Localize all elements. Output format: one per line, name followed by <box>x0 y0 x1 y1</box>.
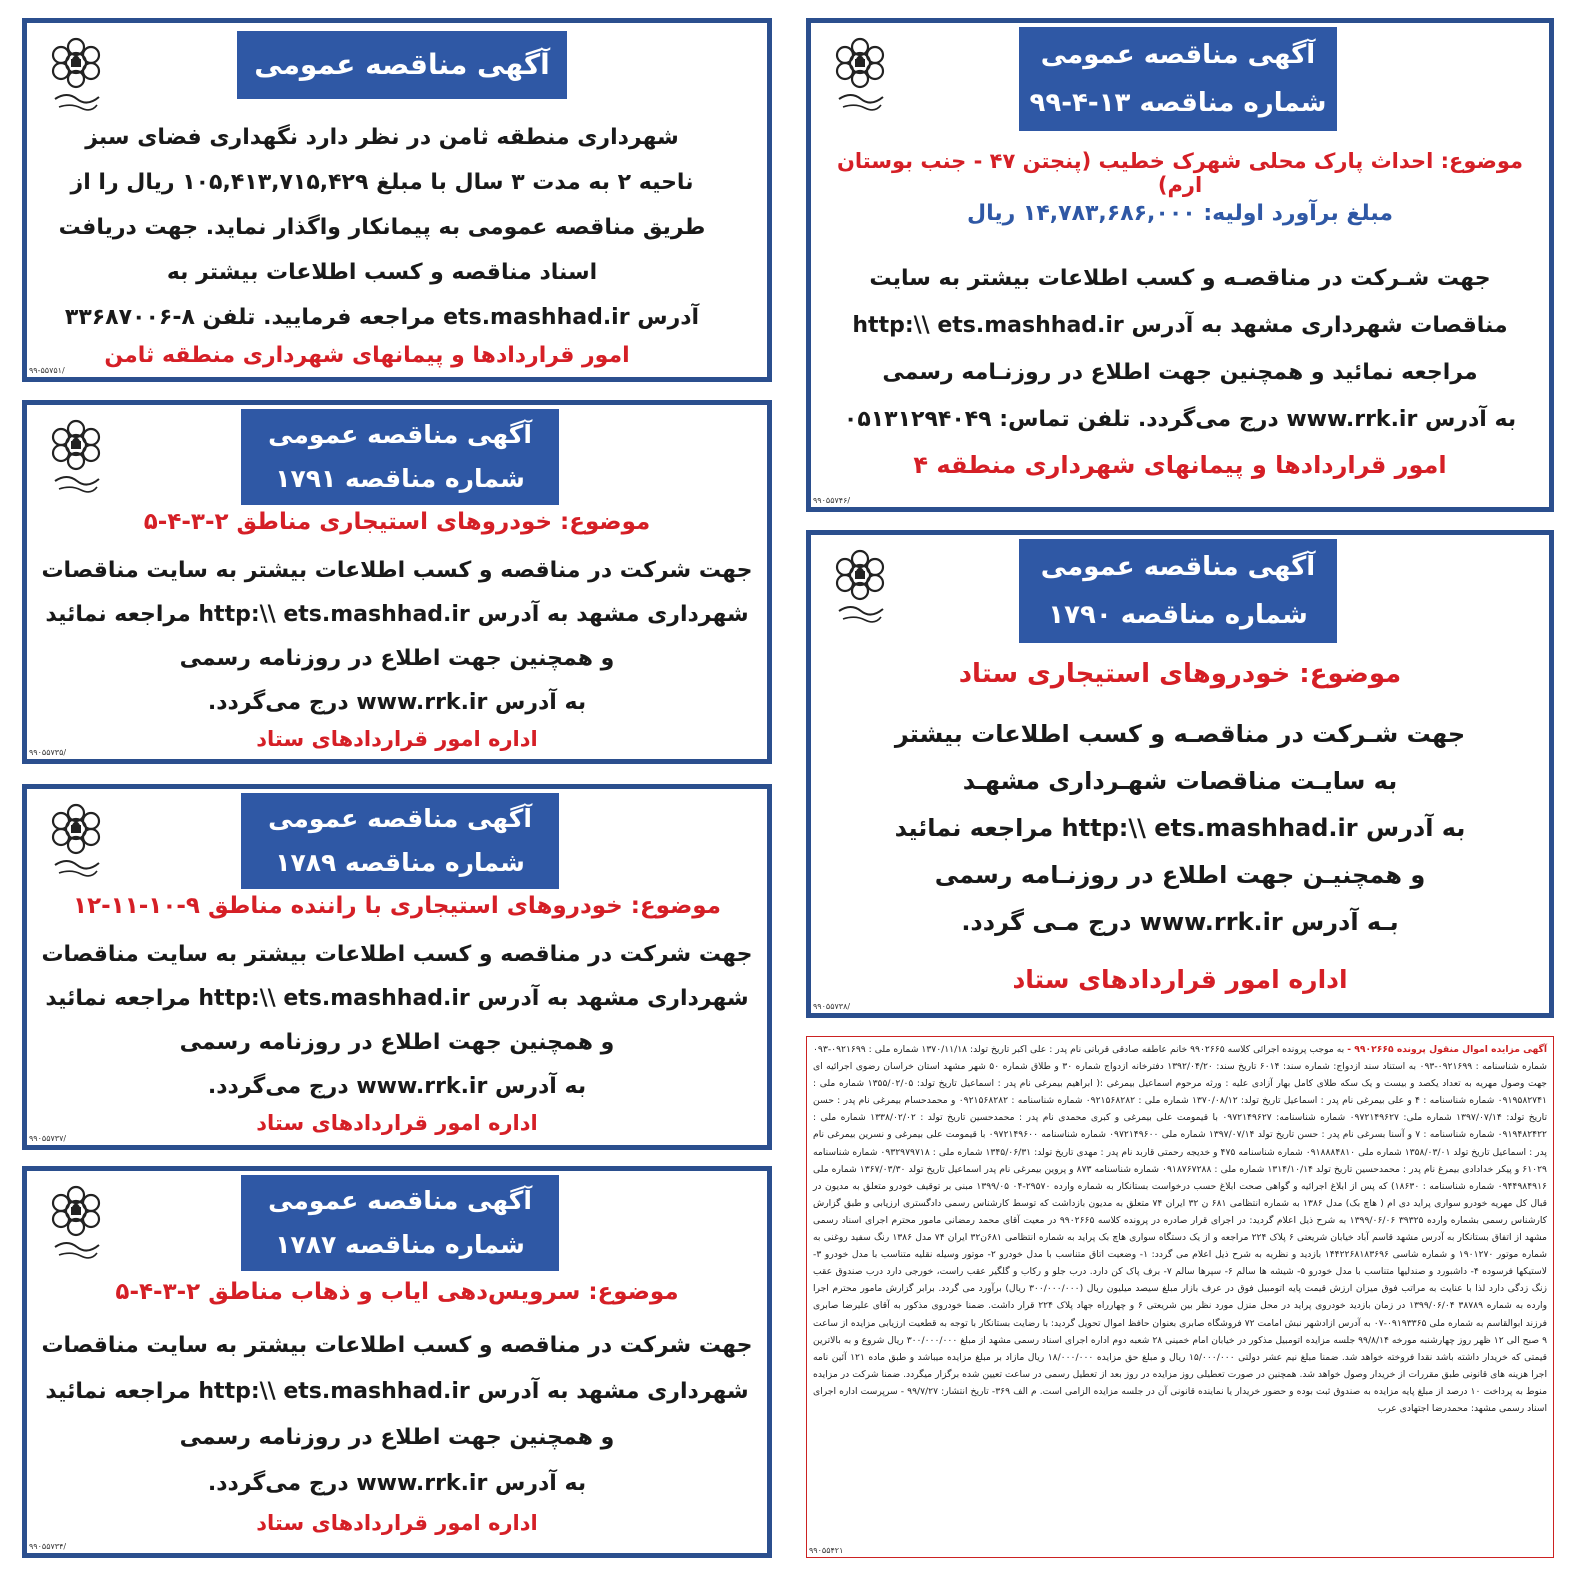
ad-subject: موضوع: خودروهای استیجاری با راننده مناطق ۹-۱۰-۱۱-۱۲ <box>73 893 721 919</box>
ad-heading: آگهی مناقصه عمومی <box>254 48 550 81</box>
ad-body <box>57 115 707 340</box>
ad-heading: آگهی مناقصه عمومی <box>268 420 532 449</box>
auction-code: ۹۹۰۵۵۴۲۱ <box>809 1546 844 1555</box>
ad-tamin <box>22 18 772 382</box>
tender-number: شماره مناقصه ۱۷۹۱ <box>275 464 525 493</box>
body-line: به آدرس www.rrk.ir درج می‌گردد. <box>207 1074 587 1099</box>
ad-subject: موضوع: خودروهای استیجاری ستاد <box>958 659 1402 689</box>
ad-1787 <box>22 1166 772 1558</box>
estimated-amount: مبلغ برآورد اولیه: ۱۴,۷۸۳,۶۸۶,۰۰۰ ریال <box>966 201 1394 226</box>
body-line: و همچنین جهت اطلاع در روزنامه رسمی <box>179 646 615 671</box>
ad-park <box>806 18 1554 512</box>
body-line: جهت شـرکت در مناقصـه و کسب اطلاعات بیشتر <box>894 720 1466 748</box>
body-line: شهرداری مشهد به آدرس http:\\ ets.mashhad.ir مراجعه نمائید <box>45 602 749 627</box>
ad-1791 <box>22 400 772 764</box>
ad-body <box>821 711 1539 946</box>
municipality-logo-icon <box>41 799 111 899</box>
ad-banner <box>237 31 567 99</box>
ad-banner <box>1019 27 1337 131</box>
body-line: به آدرس www.rrk.ir درج می‌گردد. تلفن تماس: ۰۵۱۳۱۲۹۴۰۴۹ <box>843 407 1517 432</box>
ad-1789 <box>22 784 772 1150</box>
ad-code: ۹۹-۵۵۷۵۱/ <box>29 366 65 375</box>
body-line: به آدرس www.rrk.ir درج می‌گردد. <box>207 1471 587 1496</box>
body-line: مراجعه نمائید و همچنین جهت اطلاع در روزنـامه رسمی <box>882 360 1478 385</box>
ad-footer: اداره امور قراردادهای ستاد <box>256 1511 538 1535</box>
ad-code: ۹۹۰۵۵۷۳۷/ <box>29 1134 67 1143</box>
municipality-logo-icon <box>41 415 111 515</box>
ad-banner <box>241 793 559 889</box>
body-line: شهرداری مشهد به آدرس http:\\ ets.mashhad.ir مراجعه نمائید <box>45 1379 749 1404</box>
body-line: و همچنین جهت اطلاع در روزنامه رسمی <box>179 1425 615 1450</box>
auction-body: به موجب پرونده اجرائی کلاسه ۹۹۰۲۶۶۵ خانم عاطفه صادقی قربانی نام پدر : علی اکبر تاریخ تولد: ۱۳۷۰/۱۱/۱۸ شماره ملی : ۰۹۲۱۶۹۹-۰۹۳ شماره شناسنامه : ۰۹۲۱۶۹۹-۰۹۳ به استناد سند ازدواج: شماره سند: ۶۰۱۴ تاریخ سند: ۱۳۹۲/۰۴/۲۰ دفترخانه ازدواج شماره ۳۰ و طلاق شماره ۵۰ شهر مشهد استان خراسان رضوی اجرائیه ای جهت وصول مهریه به تعداد یکصد و بیست و یک سکه طلای کامل بهار آزادی علیه : ورثه مرحوم اسماعیل بیمرغی :( ابراهیم بیمرغی نام پدر : اسماعیل تاریخ تولد: ۱۳۵۵/۰۲/۰۵ شماره ملی : ۰۹۱۹۵۸۲۷۴۱ شماره شناسنامه : ۴ و علی بیمرغی نام پدر : اسماعیل تاریخ تولد: ۱۳۷۰/۰۸/۱۲ شماره ملی : ۰۹۲۱۵۶۸۲۸۲ شماره شناسنامه : ۰۹۲۱۵۶۸۲۸۲ و محمدحسام بیمرغی نام پدر : حسن تاریخ تولد: ۱۳۹۷/۰۷/۱۴ شماره ملی: ۰۹۷۲۱۴۹۶۲۷ شماره شناسنامه: ۰۹۷۲۱۴۹۶۲۷ با قیمومت علی بیمرغی و کبری محمدی نام پدر : محمدحسین تاریخ تولد : ۱۳۳۸/۰۲/۰۲ شماره ملی : ۰۹۱۹۴۸۲۴۲۲ شماره شناسنامه : ۷ و آسنا بسرغی نام پدر : حسن تاریخ تولد ۱۳۹۷/۰۷/۱۴ شماره ملی ۰۹۷۲۱۴۹۶۰۰ شماره شناسنامه ۰۹۷۲۱۴۹۶۰۰ با قیمومت علی بیمرغی و نسرین بیمرغی نام پدر : اسماعیل تاریخ تولد ۱۳۵۸/۰۳/۰۱ شماره ملی ۰۹۱۸۸۸۴۸۱۰ شماره شناسنامه ۴۷۵ و خدیجه رحمتی قاربد نام پدر : مهدی تاریخ تولد: ۱۳۴۵/۰۶/۳۱ شماره ملی : ۰۹۳۲۹۷۹۷۱۸ شماره شناسنامه ۶۱۰۲۹ و پیکر خدادادی بیمرغ نام پدر : محمدحسین تاریخ تولد ۱۳۱۴/۱۰/۱۴ شماره ملی : ۰۹۱۸۷۶۷۲۸۸ شماره شناسنامه ۸۷۳ و پروین بیمرغی نام پدر اسماعیل تاریخ تولد ۱۳۶۷/۰۳/۳۰ شماره ملی ۰۹۴۴۹۸۴۹۱۶ شماره شناسنامه : ۱۸۶۳۰) که پس از ابلاغ اجرائیه و گواهی صحت ابلاغ حسب درخواست بستانکار به شماره وارده ۲۹۵۷۰-۰۴ ۱۳۹۹/۰۵ مبنی بر توقیف خودرو متعلق به مدیون در قبال کل مهریه خودرو سواری پراید دی ام ( هاچ بک) مدل ۱۳۸۶ به شماره انتظامی ۶۸۱ ن ۳۲ ایران ۷۴ متعلق به مدیون بازداشت که توسط کارشناس رسمی دادگستری ارزیابی و طبق گزارش کارشناس رسمی بشماره وارده ۳۹۳۲۵ ۱۳۹۹/۰۶/۰۶ به شرح ذیل اعلام گردید: در اجرای قرار صادره در پرونده کلاسه ۹۹۰۲۶۶۵ در معیت آقای محمد رمضانی مامور محترم اجرای اسناد رسمی مشهد از اتفاق بستانکار به آدرس مشهد قاسم آباد خیابان شریعتی ۶ پلاک ۲۲۴ مراجعه و از یک دستگاه سواری هاچ بک پراید به شماره انتظامی ۶۸۱ن۳۲ ایران ۷۴ مدل ۱۳۸۶ رنگ سفید روغنی به شماره موتور ۱۹۰۱۲۷۰ و شماره شاسی ۱۴۴۲۲۶۸۱۸۳۶۹۶ بازدید و نظریه به شرح ذیل اعلام می گردد: ۱- وضعیت اتاق متناسب با مدل خودرو ۲- موتور وسیله نقلیه متناسب با مدل خودرو ۳- لاستیکها فرسوده ۴- داشبورد و صندلیها متناسب با مدل خودرو ۵- شیشه ها سالم ۶- سپرها سالم ۷- برف پاک کن دارد. درب جلو و رکاب و گلگیر عقب راست، خورجی دارد درب صندوق عقب زنگ زدگی دارد لذا با عنایت به مراتب فوق میزان ارزش قیمت پایه اتومبیل فوق در عرف بازار مبلغ سیصد میلیون ریال (۳۰۰/۰۰۰/۰۰۰ ریال) برآورد می گردد. برابر گزارش مامور محترم اجرا وارده به شماره ۳۸۷۸۹ ۱۳۹۹/۰۶/۰۴ در زمان بازدید خودروی پراید در محل منزل مورد نظر بین شریعتی ۶ و چهارراه جهاد پلاک ۲۲۴ قرار داشت. ضمنا خودروی مذکور به آقای علیرضا صابری فرزند ابوالقاسم به شماره ملی ۰۹۱۹۳۳۶۵-۰۷ به آدرس ازادشهر نبش امامت ۷۲ فروشگاه صابری بعنوان حافظ اموال تحویل گردید: با رضایت بستانکار با توجه به قطعیت ارزیابی مزایده از ساعت ۹ صبح الی ۱۲ ظهر روز چهارشنبه مورخه ۹۹/۸/۱۴ جلسه مزایده اتومبیل مذکور در خیابان امام خمینی ۲۸ شعبه دوم اداره اجرای اسناد رسمی مشهد از مبلغ ۳۰۰/۰۰۰/۰۰۰ ریال شروع و به بالاترین قیمتی که خریدار داشته باشد نقدا فروخته خواهد شد. ضمنا مبلغ نیم عشر دولتی ۱۵/۰۰۰/۰۰۰ ریال و مبلغ حق مزایده ۱۸/۰۰۰/۰۰۰ ریال مازاد بر مبلغ مزایده میباشد و طبق ماده ۱۲۱ آئین نامه اجرا هزینه های قانونی طبق مقررات از خریدار وصول خواهد شد. همچنین در صورت تعطیلی روز مزایده در روز بعد از تعطیل رسمی در ساعت تعیین شده برگزار میگردد. ضمنا شرکت در مزایده منوط به پرداخت ۱۰ درصد از مبلغ پایه مزایده به صندوق ثبت بوده و حضور خریدار یا نماینده قانونی آن در جلسه مزایده الزامی است. م الف ۳۶۹- تاریخ انتشار: ۹۹/۷/۲۷ - سرپرست اداره اجرای اسناد رسمی مشهد: محمدرضا اجتهادی عرب <box>813 1044 1548 1414</box>
body-line: جهت شرکت در مناقصه و کسب اطلاعات بیشتر به سایت مناقصات <box>41 558 753 583</box>
ad-subject: موضوع: احداث پارک محلی شهرک خطیب (پنجتن ۴۷ - جنب بوستان ارم) <box>836 149 1524 197</box>
municipality-logo-icon <box>825 33 895 133</box>
body-line: مناقصات شهرداری مشهد به آدرس http:\\ ets.mashhad.ir <box>852 313 1508 338</box>
tender-number: شماره مناقصه ۱۷۹۰ <box>1048 600 1308 630</box>
ad-subject: موضوع: خودروهای استیجاری مناطق ۲-۳-۴-۵ <box>143 509 651 535</box>
ad-footer: امور قراردادها و پیمانهای شهرداری منطقه ۴ <box>913 451 1447 479</box>
body-line: به سایـت مناقصات شهـرداری مشهـد <box>962 767 1398 795</box>
ad-heading: آگهی مناقصه عمومی <box>268 804 532 833</box>
ad-body <box>821 255 1539 443</box>
ad-footer: اداره امور قراردادهای ستاد <box>256 727 538 751</box>
ad-code: ۹۹۰۵۵۷۴۶/ <box>813 496 851 505</box>
ad-code: ۹۹۰۵۵۷۳۵/ <box>29 748 67 757</box>
tender-number: شماره مناقصه ۱۳-۴-۹۹ <box>1029 88 1327 118</box>
body-line: ناحیه ۲ به مدت ۳ سال با مبلغ ۱۰۵,۴۱۳,۷۱۵,۴۲۹ ریال را از <box>70 170 694 195</box>
ad-body <box>37 1323 757 1507</box>
ad-banner <box>1019 539 1337 643</box>
body-line: شهرداری منطقه ثامن در نظر دارد نگهداری فضای سبز <box>85 125 679 150</box>
municipality-logo-icon <box>825 545 895 645</box>
ad-code: ۹۹۰۵۵۷۳۸/ <box>813 1002 851 1011</box>
ad-footer: اداره امور قراردادهای ستاد <box>1012 965 1348 994</box>
tender-number: شماره مناقصه ۱۷۸۷ <box>275 1230 525 1259</box>
auction-notice <box>806 1036 1554 1558</box>
body-line: و همچنین جهت اطلاع در روزنامه رسمی <box>179 1030 615 1055</box>
auction-title: آگهی مزایده اموال منقول پرونده ۹۹۰۲۶۶۵ - <box>1347 1044 1547 1055</box>
body-line: طریق مناقصه عمومی به پیمانکار واگذار نماید. جهت دریافت <box>58 215 706 240</box>
body-line: آدرس ets.mashhad.ir مراجعه فرمایید. تلفن ۸-۳۳۶۸۷۰۰۶ <box>64 305 700 330</box>
body-line: و همچنیـن جهت اطلاع در روزنـامه رسمی <box>934 861 1426 889</box>
body-line: جهت شرکت در مناقصه و کسب اطلاعات بیشتر به سایت مناقصات <box>41 942 753 967</box>
tender-number: شماره مناقصه ۱۷۸۹ <box>275 848 525 877</box>
ad-footer: امور قراردادها و پیمانهای شهرداری منطقه ثامن <box>104 343 630 368</box>
municipality-logo-icon <box>41 1181 111 1281</box>
auction-text <box>813 1041 1547 1543</box>
body-line: به آدرس www.rrk.ir درج می‌گردد. <box>207 690 587 715</box>
ad-body <box>37 933 757 1109</box>
ad-1790 <box>806 530 1554 1018</box>
body-line: جهت شـرکت در مناقصـه و کسب اطلاعات بیشتر به سایت <box>869 266 1491 291</box>
ad-heading: آگهی مناقصه عمومی <box>268 1186 532 1215</box>
ad-subject: موضوع: سرویس‌دهی ایاب و ذهاب مناطق ۲-۳-۴-۵ <box>115 1279 679 1305</box>
ad-footer: اداره امور قراردادهای ستاد <box>256 1111 538 1135</box>
ad-body <box>37 549 757 725</box>
ad-banner <box>241 409 559 505</box>
body-line: اسناد مناقصه و کسب اطلاعات بیشتر به <box>166 260 598 285</box>
ad-code: ۹۹۰۵۵۷۳۴/ <box>29 1542 67 1551</box>
body-line: به آدرس http:\\ ets.mashhad.ir مراجعه نمائید <box>894 814 1466 842</box>
body-line: شهرداری مشهد به آدرس http:\\ ets.mashhad.ir مراجعه نمائید <box>45 986 749 1011</box>
ad-heading: آگهی مناقصه عمومی <box>1040 40 1316 70</box>
ad-banner <box>241 1175 559 1271</box>
body-line: بـه آدرس www.rrk.ir درج مـی گردد. <box>961 908 1399 936</box>
ad-heading: آگهی مناقصه عمومی <box>1040 552 1316 582</box>
body-line: جهت شرکت در مناقصه و کسب اطلاعات بیشتر به سایت مناقصات <box>41 1333 753 1358</box>
